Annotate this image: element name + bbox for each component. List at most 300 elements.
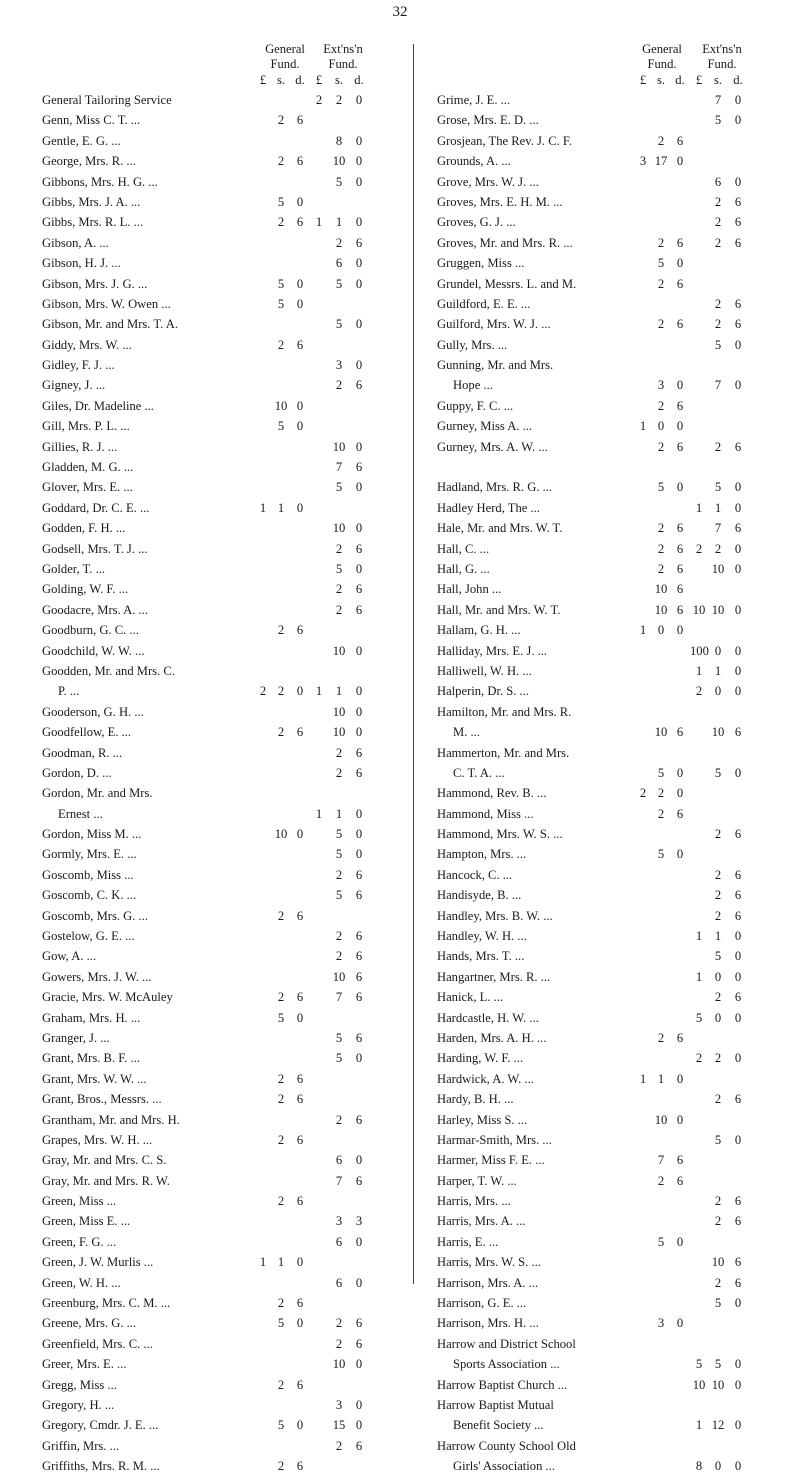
subscriber-name: Hanick, L. ... xyxy=(437,990,504,1005)
extension-fund-shillings: 5 xyxy=(335,561,343,576)
general-fund-pence: 6 xyxy=(676,398,684,413)
subscriber-name: Hall, C. ... xyxy=(437,541,490,556)
subscriber-name: Goodburn, G. C. ... xyxy=(42,623,139,638)
subscriber-row xyxy=(42,1436,392,1456)
extension-fund-pence: 6 xyxy=(355,1316,363,1331)
general-fund-heading: General xyxy=(265,42,305,56)
subscriber-name: Hammond, Miss ... xyxy=(437,806,534,821)
subscriber-row xyxy=(42,1008,392,1028)
extension-fund-pence: 0 xyxy=(734,1296,742,1311)
general-fund-pence: 0 xyxy=(676,1234,684,1249)
subscriber-row xyxy=(42,457,392,477)
subscriber-row xyxy=(42,1354,392,1374)
subscriber-row xyxy=(42,131,392,151)
extension-fund-shillings: 6 xyxy=(335,1234,343,1249)
extension-fund-shillings: 10 xyxy=(332,643,346,658)
extension-fund-pence: 0 xyxy=(355,521,363,536)
extension-fund-pence: 6 xyxy=(355,969,363,984)
extension-fund-shillings: 7 xyxy=(335,1173,343,1188)
extension-fund-shillings: 2 xyxy=(335,1336,343,1351)
subscriber-row xyxy=(42,1313,392,1333)
subscriber-row xyxy=(437,498,782,518)
general-fund-pence: 0 xyxy=(676,1316,684,1331)
extension-fund-shillings: 2 xyxy=(714,1275,722,1290)
subscriber-name: Girls' Association ... xyxy=(453,1459,555,1474)
subscriber-name: Gentle, E. G. ... xyxy=(42,133,121,148)
subscriber-name: Hands, Mrs. T. ... xyxy=(437,949,525,964)
extension-fund-pounds: 2 xyxy=(695,541,703,556)
subscriber-row xyxy=(437,1456,782,1476)
subscriber-row xyxy=(437,1110,782,1130)
subscriber-row xyxy=(437,1293,782,1313)
subscriber-name: Gibson, Mrs. J. G. ... xyxy=(42,276,148,291)
subscriber-row xyxy=(437,335,782,355)
subscriber-row xyxy=(437,743,782,763)
subscriber-name: Harris, Mrs. ... xyxy=(437,1194,511,1209)
subscriber-name: Grose, Mrs. E. D. ... xyxy=(437,113,539,128)
extension-fund-pence: 0 xyxy=(355,358,363,373)
general-fund-shillings: 1 xyxy=(657,1071,665,1086)
subscriber-row xyxy=(42,233,392,253)
subscriber-name: Gregg, Miss ... xyxy=(42,1377,117,1392)
extension-fund-subheading: Fund. xyxy=(328,57,358,71)
subscriber-name: Greer, Mrs. E. ... xyxy=(42,1357,127,1372)
extension-fund-pence: 6 xyxy=(355,1030,363,1045)
subscriber-name: Harrison, G. E. ... xyxy=(437,1296,527,1311)
subscriber-name: Grundel, Messrs. L. and M. xyxy=(437,276,577,291)
extension-fund-shillings: 12 xyxy=(711,1418,725,1433)
subscriber-row xyxy=(42,600,392,620)
general-fund-pounds: 2 xyxy=(639,786,647,801)
general-fund-shillings: 7 xyxy=(657,1153,665,1168)
subscriber-row xyxy=(437,1375,782,1395)
extension-fund-pence: 0 xyxy=(355,684,363,699)
subscriber-name: Grime, J. E. ... xyxy=(437,93,511,107)
extension-fund-pence: 0 xyxy=(734,174,742,189)
extension-fund-pounds: 2 xyxy=(695,684,703,699)
subscriber-name: Gigney, J. ... xyxy=(42,378,106,393)
subscriber-name: Gibbons, Mrs. H. G. ... xyxy=(42,174,158,189)
subscriber-name: Gibbs, Mrs. J. A. ... xyxy=(42,194,141,209)
extension-fund-pence: 6 xyxy=(355,929,363,944)
subscriber-row xyxy=(437,702,782,722)
extension-fund-pence: 0 xyxy=(355,317,363,332)
subscriber-row xyxy=(437,1191,782,1211)
subscriber-name: Gillies, R. J. ... xyxy=(42,439,118,454)
subscriber-row xyxy=(42,1089,392,1109)
general-fund-shillings: 2 xyxy=(277,908,285,923)
subscriber-row xyxy=(42,579,392,599)
general-fund-shillings: 5 xyxy=(277,194,285,209)
subscriber-row xyxy=(42,804,392,824)
extension-fund-heading: Ext'ns'n xyxy=(702,42,742,56)
extension-fund-pence: 0 xyxy=(355,1051,363,1066)
general-fund-pence: 0 xyxy=(676,419,684,434)
subscriber-row xyxy=(437,926,782,946)
general-fund-pence: 0 xyxy=(676,786,684,801)
extension-fund-pence: 0 xyxy=(355,133,363,148)
extension-fund-shillings: 2 xyxy=(335,867,343,882)
general-fund-pence: 6 xyxy=(676,133,684,148)
extension-fund-shillings: 2 xyxy=(714,1092,722,1107)
subscriber-row xyxy=(42,1395,392,1415)
subscriber-name: Handisyde, B. ... xyxy=(437,888,522,903)
general-fund-heading: General xyxy=(642,42,682,56)
extension-fund-pence: 6 xyxy=(355,765,363,780)
extension-fund-shillings: 3 xyxy=(335,358,343,373)
subscriber-row xyxy=(42,641,392,661)
extension-fund-shillings: 2 xyxy=(714,439,722,454)
extension-fund-pounds: 2 xyxy=(695,1051,703,1066)
subscriber-row xyxy=(437,1313,782,1333)
subscriber-name: Green, Miss ... xyxy=(42,1194,117,1209)
subscriber-row xyxy=(42,1171,392,1191)
extension-fund-shillings: 5 xyxy=(335,1030,343,1045)
currency-shillings: s. xyxy=(713,73,723,87)
extension-fund-shillings: 2 xyxy=(335,93,343,107)
extension-fund-pounds: 2 xyxy=(315,93,323,107)
extension-fund-pence: 0 xyxy=(734,643,742,658)
subscriber-row xyxy=(42,314,392,334)
subscriber-row xyxy=(437,946,782,966)
subscriber-row xyxy=(437,824,782,844)
general-fund-shillings: 2 xyxy=(277,154,285,169)
extension-fund-pence: 0 xyxy=(355,827,363,842)
extension-fund-pence: 6 xyxy=(355,582,363,597)
subscriber-name: Griffin, Mrs. ... xyxy=(42,1438,120,1453)
extension-fund-shillings: 6 xyxy=(714,174,722,189)
subscriber-name: Grapes, Mrs. W. H. ... xyxy=(42,1132,153,1147)
extension-fund-shillings: 0 xyxy=(714,643,722,658)
general-fund-shillings: 2 xyxy=(657,398,665,413)
subscriber-name: Hammerton, Mr. and Mrs. xyxy=(437,745,570,760)
subscriber-name: Grounds, A. ... xyxy=(437,154,511,169)
extension-fund-pence: 6 xyxy=(355,949,363,964)
page-number: 32 xyxy=(392,4,408,20)
subscriber-name: Genn, Miss C. T. ... xyxy=(42,113,141,128)
general-fund-pence: 0 xyxy=(296,194,304,209)
subscriber-name: Grove, Mrs. W. J. ... xyxy=(437,174,539,189)
subscriber-name: Halliwell, W. H. ... xyxy=(437,663,532,678)
extension-fund-shillings: 2 xyxy=(335,541,343,556)
extension-fund-pence: 6 xyxy=(355,602,363,617)
extension-fund-shillings: 10 xyxy=(332,969,346,984)
extension-fund-pence: 6 xyxy=(734,908,742,923)
subscriber-row xyxy=(42,294,392,314)
extension-fund-pence: 6 xyxy=(355,460,363,475)
subscriber-row xyxy=(437,579,782,599)
general-fund-shillings: 2 xyxy=(277,1071,285,1086)
subscriber-name: Gordon, D. ... xyxy=(42,765,112,780)
extension-fund-shillings: 10 xyxy=(711,1255,725,1270)
general-fund-subheading: Fund. xyxy=(270,57,300,71)
extension-fund-shillings: 1 xyxy=(714,500,722,515)
subscriber-row xyxy=(42,110,392,130)
subscriber-row xyxy=(437,253,782,273)
subscriber-row xyxy=(42,1334,392,1354)
subscriber-row xyxy=(437,1130,782,1150)
subscriber-name: Harris, E. ... xyxy=(437,1234,499,1249)
extension-fund-shillings: 10 xyxy=(332,704,346,719)
extension-fund-shillings: 2 xyxy=(714,296,722,311)
right-column-header xyxy=(437,42,782,90)
subscriber-row xyxy=(42,498,392,518)
extension-fund-shillings: 5 xyxy=(714,1357,722,1372)
extension-fund-shillings: 2 xyxy=(335,929,343,944)
column-divider xyxy=(413,44,414,1284)
subscriber-row xyxy=(42,192,392,212)
extension-fund-shillings: 2 xyxy=(714,990,722,1005)
subscriber-name: Harrison, Mrs. H. ... xyxy=(437,1316,539,1331)
extension-fund-pence: 0 xyxy=(355,704,363,719)
general-fund-pence: 6 xyxy=(676,235,684,250)
extension-fund-pence: 0 xyxy=(734,480,742,495)
subscriber-name: C. T. A. ... xyxy=(453,765,505,780)
extension-fund-shillings: 2 xyxy=(714,235,722,250)
subscriber-row xyxy=(437,90,782,110)
extension-fund-pounds: 1 xyxy=(315,806,323,821)
subscriber-row xyxy=(437,1415,782,1435)
subscriber-row xyxy=(437,437,782,457)
subscriber-row xyxy=(437,987,782,1007)
extension-fund-pence: 6 xyxy=(734,725,742,740)
general-fund-shillings: 10 xyxy=(654,602,668,617)
general-fund-shillings: 0 xyxy=(657,419,665,434)
general-fund-shillings: 5 xyxy=(277,419,285,434)
extension-fund-pence: 0 xyxy=(734,1459,742,1474)
subscriber-row xyxy=(437,620,782,640)
subscriber-row xyxy=(437,885,782,905)
general-fund-shillings: 5 xyxy=(657,480,665,495)
currency-pounds: £ xyxy=(639,73,647,87)
extension-fund-shillings: 1 xyxy=(714,663,722,678)
subscriber-name: Gregory, H. ... xyxy=(42,1398,115,1412)
subscriber-name: P. ... xyxy=(58,684,80,699)
extension-fund-pence: 0 xyxy=(355,1418,363,1433)
general-fund-shillings: 2 xyxy=(277,1092,285,1107)
extension-fund-pence: 0 xyxy=(734,949,742,964)
subscriber-row xyxy=(42,1048,392,1068)
general-fund-shillings: 2 xyxy=(657,235,665,250)
subscriber-name: Golder, T. ... xyxy=(42,561,106,576)
currency-pounds: £ xyxy=(695,73,703,87)
extension-fund-pence: 0 xyxy=(734,93,742,107)
general-fund-pence: 0 xyxy=(296,1316,304,1331)
subscriber-name: Gray, Mr. and Mrs. R. W. xyxy=(42,1173,170,1188)
extension-fund-pence: 0 xyxy=(734,969,742,984)
left-column xyxy=(42,42,392,1477)
extension-fund-pounds: 1 xyxy=(315,684,323,699)
extension-fund-shillings: 2 xyxy=(714,1214,722,1229)
subscriber-name: Harrow Baptist Church ... xyxy=(437,1377,568,1392)
subscriber-row xyxy=(437,844,782,864)
subscriber-row xyxy=(42,477,392,497)
subscriber-name: Hamilton, Mr. and Mrs. R. xyxy=(437,704,572,719)
extension-fund-shillings: 7 xyxy=(335,990,343,1005)
subscriber-name: Greene, Mrs. G. ... xyxy=(42,1316,137,1331)
subscriber-row xyxy=(42,416,392,436)
extension-fund-pence: 0 xyxy=(734,684,742,699)
extension-fund-pence: 0 xyxy=(355,480,363,495)
extension-fund-pence: 6 xyxy=(734,215,742,230)
extension-fund-pence: 0 xyxy=(355,1357,363,1372)
extension-fund-shillings: 10 xyxy=(332,439,346,454)
subscriber-name: Graham, Mrs. H. ... xyxy=(42,1010,141,1025)
subscriber-name: Gibbs, Mrs. R. L. ... xyxy=(42,215,144,230)
general-fund-shillings: 5 xyxy=(277,296,285,311)
extension-fund-pence: 6 xyxy=(355,1336,363,1351)
extension-fund-shillings: 10 xyxy=(332,521,346,536)
extension-fund-pence: 6 xyxy=(734,296,742,311)
subscriber-row xyxy=(437,1273,782,1293)
subscriber-name: Goscomb, Mrs. G. ... xyxy=(42,908,148,923)
extension-fund-shillings: 2 xyxy=(714,215,722,230)
extension-fund-pence: 6 xyxy=(355,235,363,250)
currency-pence: d. xyxy=(675,73,685,87)
subscriber-row xyxy=(437,314,782,334)
general-fund-shillings: 2 xyxy=(277,1377,285,1392)
extension-fund-shillings: 10 xyxy=(332,1357,346,1372)
subscriber-name: Goodchild, W. W. ... xyxy=(42,643,145,658)
general-fund-pounds: 1 xyxy=(259,1255,267,1270)
extension-fund-pence: 0 xyxy=(734,1357,742,1372)
subscriber-name: Green, F. G. ... xyxy=(42,1234,117,1249)
extension-fund-pence: 0 xyxy=(355,847,363,862)
subscriber-name: Grant, Mrs. B. F. ... xyxy=(42,1051,140,1066)
general-fund-pence: 0 xyxy=(296,296,304,311)
subscriber-name: M. ... xyxy=(453,725,480,740)
general-fund-shillings: 10 xyxy=(654,582,668,597)
subscriber-row xyxy=(42,151,392,171)
subscriber-row xyxy=(42,274,392,294)
subscriber-row xyxy=(42,90,392,110)
subscriber-row xyxy=(437,192,782,212)
general-fund-pence: 0 xyxy=(296,419,304,434)
general-fund-pence: 0 xyxy=(296,827,304,842)
extension-fund-shillings: 5 xyxy=(335,276,343,291)
extension-fund-pence: 0 xyxy=(734,1010,742,1025)
subscriber-row xyxy=(437,906,782,926)
subscriber-name: Giles, Dr. Madeline ... xyxy=(42,398,154,413)
subscriber-row xyxy=(437,1354,782,1374)
subscriber-row xyxy=(437,722,782,742)
subscriber-row xyxy=(42,824,392,844)
subscriber-row xyxy=(42,1110,392,1130)
left-subscriber-list xyxy=(42,90,392,1477)
subscriber-name: Gregory, Cmdr. J. E. ... xyxy=(42,1418,159,1433)
subscriber-row xyxy=(437,355,782,375)
general-fund-subheading: Fund. xyxy=(647,57,677,71)
subscriber-name: Hampton, Mrs. ... xyxy=(437,847,527,862)
subscriber-name: Green, Miss E. ... xyxy=(42,1214,131,1229)
subscriber-row xyxy=(437,1436,782,1456)
extension-fund-pounds: 100 xyxy=(690,643,709,658)
subscriber-row xyxy=(437,1150,782,1170)
extension-fund-pence: 6 xyxy=(734,827,742,842)
extension-fund-heading: Ext'ns'n xyxy=(323,42,363,56)
extension-fund-pence: 0 xyxy=(355,439,363,454)
general-fund-shillings: 1 xyxy=(277,1255,285,1270)
general-fund-pence: 6 xyxy=(296,623,304,638)
subscriber-name: Gooderson, G. H. ... xyxy=(42,704,144,719)
general-fund-pence: 0 xyxy=(676,765,684,780)
general-fund-pence: 6 xyxy=(296,990,304,1005)
subscriber-name: Ernest ... xyxy=(58,806,103,821)
subscriber-row xyxy=(437,641,782,661)
subscriber-row xyxy=(42,906,392,926)
subscriber-name: Green, J. W. Murlis ... xyxy=(42,1255,154,1270)
general-fund-shillings: 2 xyxy=(277,215,285,230)
subscriber-name: Hammond, Mrs. W. S. ... xyxy=(437,827,563,842)
extension-fund-pence: 6 xyxy=(734,1214,742,1229)
general-fund-pence: 6 xyxy=(296,215,304,230)
extension-fund-shillings: 2 xyxy=(335,582,343,597)
subscriber-row xyxy=(437,681,782,701)
extension-fund-shillings: 7 xyxy=(714,521,722,536)
extension-fund-shillings: 7 xyxy=(714,378,722,393)
subscriber-name: George, Mrs. R. ... xyxy=(42,154,136,169)
general-fund-pence: 6 xyxy=(676,725,684,740)
extension-fund-pence: 0 xyxy=(355,1398,363,1412)
subscriber-row xyxy=(437,539,782,559)
subscriber-row xyxy=(42,885,392,905)
subscriber-name: Hancock, C. ... xyxy=(437,867,513,882)
general-fund-shillings: 5 xyxy=(657,847,665,862)
subscriber-name: Guildford, E. E. ... xyxy=(437,296,531,311)
subscriber-name: Groves, G. J. ... xyxy=(437,215,516,230)
subscriber-row xyxy=(42,355,392,375)
subscriber-row xyxy=(42,518,392,538)
currency-pence: d. xyxy=(733,73,743,87)
subscriber-row xyxy=(437,294,782,314)
subscriber-name: Giddy, Mrs. W. ... xyxy=(42,337,132,352)
general-fund-shillings: 2 xyxy=(657,1030,665,1045)
currency-pounds: £ xyxy=(315,73,323,87)
subscriber-name: Goddard, Dr. C. E. ... xyxy=(42,500,150,515)
extension-fund-shillings: 15 xyxy=(332,1418,346,1433)
subscriber-row xyxy=(42,661,392,681)
extension-fund-shillings: 5 xyxy=(335,1051,343,1066)
extension-fund-shillings: 10 xyxy=(711,725,725,740)
subscriber-name: Gurney, Mrs. A. W. ... xyxy=(437,439,548,454)
general-fund-pence: 6 xyxy=(296,908,304,923)
general-fund-pence: 6 xyxy=(296,725,304,740)
extension-fund-pounds: 8 xyxy=(695,1459,703,1474)
extension-fund-shillings: 5 xyxy=(335,827,343,842)
subscriber-row xyxy=(437,457,782,477)
subscriber-row xyxy=(42,865,392,885)
subscriber-name: Harden, Mrs. A. H. ... xyxy=(437,1030,547,1045)
currency-shillings: s. xyxy=(334,73,344,87)
subscriber-row xyxy=(42,396,392,416)
extension-fund-shillings: 2 xyxy=(335,1112,343,1127)
extension-fund-shillings: 2 xyxy=(714,194,722,209)
extension-fund-shillings: 3 xyxy=(335,1398,343,1412)
general-fund-shillings: 2 xyxy=(657,521,665,536)
subscriber-name: Sports Association ... xyxy=(453,1357,560,1372)
extension-fund-shillings: 0 xyxy=(714,969,722,984)
subscriber-name: Harris, Mrs. A. ... xyxy=(437,1214,526,1229)
general-fund-pence: 6 xyxy=(296,337,304,352)
subscriber-row xyxy=(437,1028,782,1048)
general-fund-pence: 6 xyxy=(676,806,684,821)
general-fund-pence: 0 xyxy=(676,847,684,862)
general-fund-pence: 0 xyxy=(296,1010,304,1025)
subscriber-name: Hadland, Mrs. R. G. ... xyxy=(437,480,553,495)
subscriber-row xyxy=(42,620,392,640)
extension-fund-pence: 0 xyxy=(355,276,363,291)
subscriber-name: Gibson, Mr. and Mrs. T. A. xyxy=(42,317,178,332)
